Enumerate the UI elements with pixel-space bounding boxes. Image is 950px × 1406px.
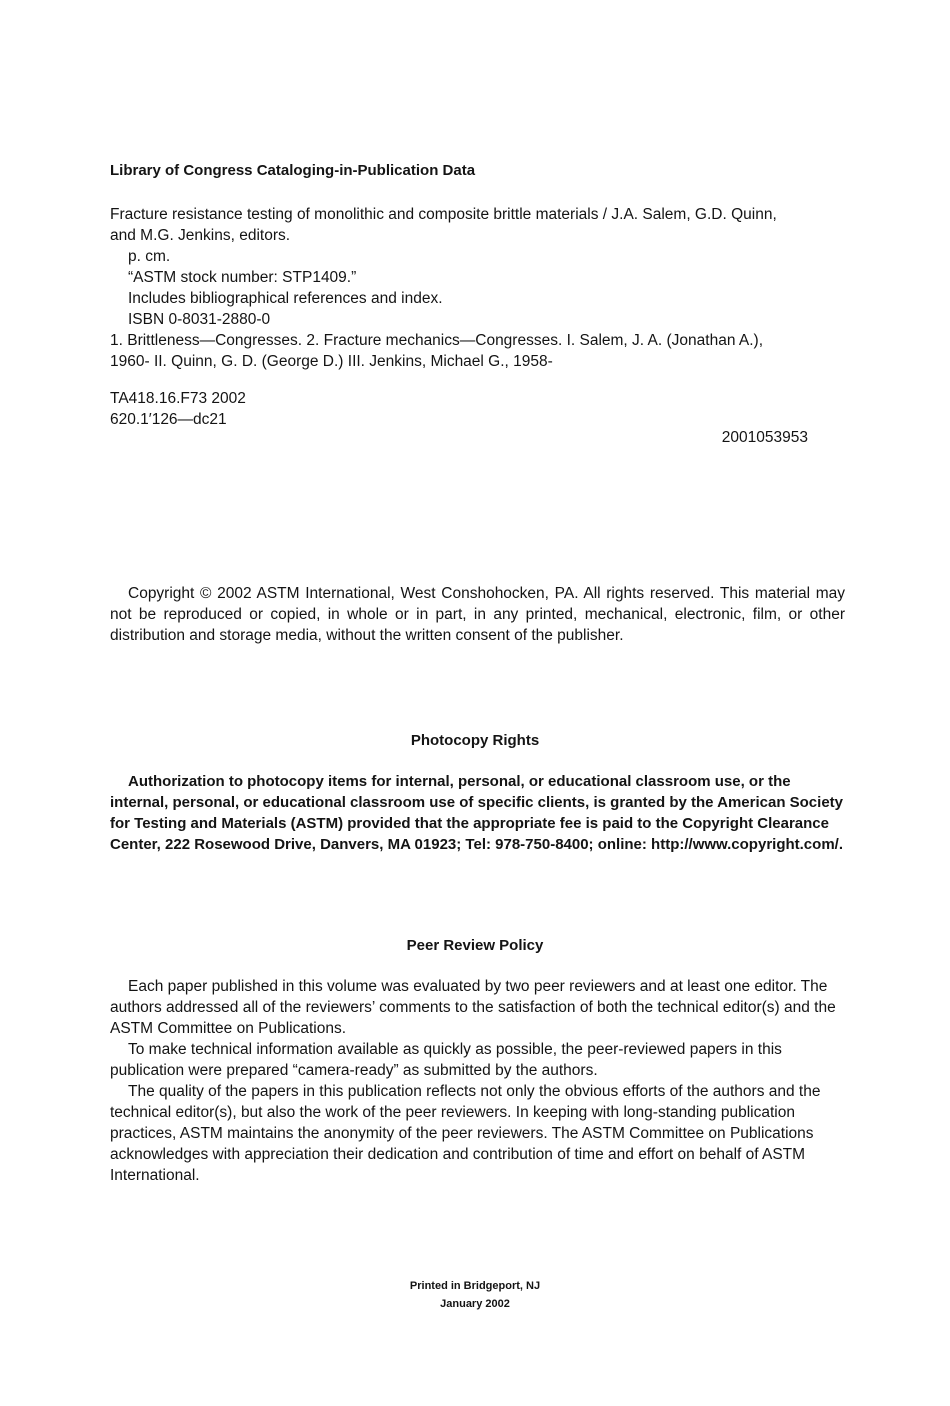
cip-heading: Library of Congress Cataloging-in-Publication Data: [110, 162, 476, 179]
cip-pcm: p. cm.: [128, 248, 171, 265]
printed-date: January 2002: [440, 1298, 510, 1310]
cip-includes: Includes bibliographical references and index.: [128, 290, 443, 307]
peer-review-policy: [110, 976, 845, 1186]
lccn-number: 2001053953: [721, 429, 808, 446]
peer-review-paragraph-2: To make technical information available as quickly as possible, the peer-reviewed papers in this publication were prepared “camera-ready” as submitted by the authors.: [110, 1041, 782, 1079]
copyright-notice: Copyright © 2002 ASTM International, West Conshohocken, PA. All rights reserved. This material may not be reproduced or copied, in whole or in part, in any printed, mechanical, electronic, film, or other distribution and storage media, without the written consent of the publisher.: [110, 585, 845, 644]
cip-isbn: ISBN 0-8031-2880-0: [128, 311, 271, 328]
cip-stock-number: “ASTM stock number: STP1409.”: [128, 269, 357, 286]
photocopy-rights-text: Authorization to photocopy items for internal, personal, or educational classroom use, or the internal, personal, or educational classroom use of specific clients, is granted by the American Society for Testing and Materials (ASTM) provided that the appropriate fee is paid to the Copyright Clearance Center, 222 Rosewood Drive, Danvers, MA 01923; Tel: 978-750-8400; online: http://www.copyright.com/.: [110, 773, 844, 853]
photocopy-rights-heading: Photocopy Rights: [410, 732, 540, 749]
cip-subjects-line-1: 1. Brittleness—Congresses. 2. Fracture mechanics—Congresses. I. Salem, J. A. (Jonathan A.),: [110, 332, 763, 349]
lc-call-number: TA418.16.F73 2002: [110, 390, 246, 407]
cip-record: [110, 204, 830, 372]
classification-numbers: [110, 388, 246, 430]
peer-review-heading: Peer Review Policy: [406, 937, 544, 954]
printed-place: Printed in Bridgeport, NJ: [409, 1280, 541, 1292]
cip-title-line-1: Fracture resistance testing of monolithic and composite brittle materials / J.A. Salem, G.D. Quinn,: [110, 206, 777, 223]
dewey-number: 620.1′126—dc21: [110, 411, 227, 428]
peer-review-paragraph-1: Each paper published in this volume was evaluated by two peer reviewers and at least one editor. The authors addressed all of the reviewers’ comments to the satisfaction of both the technical editor(s) and the ASTM Committee on Publications.: [110, 978, 836, 1037]
cip-title-line-2: and M.G. Jenkins, editors.: [110, 227, 291, 244]
cip-subjects-line-2: 1960- II. Quinn, G. D. (George D.) III. Jenkins, Michael G., 1958-: [110, 353, 553, 370]
peer-review-paragraph-3: The quality of the papers in this publication reflects not only the obvious efforts of the authors and the technical editor(s), but also the work of the peer reviewers. In keeping with long-standing publication practices, ASTM maintains the anonymity of the peer reviewers. The ASTM Committee on Publications acknowledges with appreciation their dedication and contribution of time and effort on behalf of ASTM International.: [110, 1083, 821, 1184]
